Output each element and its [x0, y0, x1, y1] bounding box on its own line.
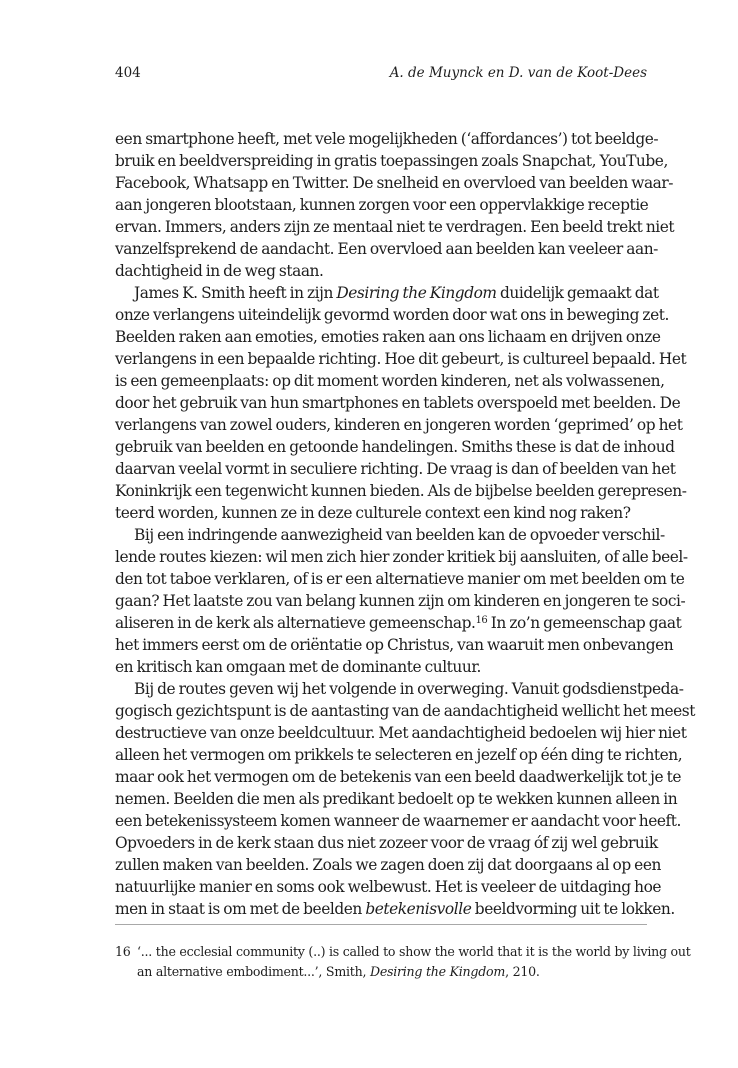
- text-line: aan jongeren blootstaan, kunnen zorgen voor een oppervlakkige receptie: [115, 196, 649, 214]
- text-line: het immers eerst om de oriëntatie op Christus, van waaruit men onbevangen: [115, 636, 674, 654]
- text-line: Bij de routes geven wij het volgende in overweging. Vanuit godsdienstpeda-: [134, 680, 684, 698]
- text-line: een betekenissysteem komen wanneer de waarnemer er aandacht voor heeft.: [115, 812, 681, 830]
- text-line: is een gemeenplaats: op dit moment worden kinderen, net als volwassenen,: [115, 372, 665, 390]
- running-head: A. de Muynck en D. van de Koot-Dees: [389, 65, 647, 81]
- text-line: Facebook, Whatsapp en Twitter. De snelheid en overvloed van beelden waar-: [115, 174, 674, 192]
- text-line: natuurlijke manier en soms ook welbewust. Het is veeleer de uitdaging hoe: [115, 878, 662, 896]
- footnote-number: 16: [115, 944, 131, 959]
- text-line: dachtigheid in de weg staan.: [115, 262, 324, 280]
- text-line: Opvoeders in de kerk staan dus niet zozeer voor de vraag óf zij wel gebruik: [115, 834, 658, 852]
- book-title: Desiring the Kingdom: [369, 964, 506, 979]
- text-line: destructieve van onze beeldcultuur. Met aandachtigheid bedoelen wij hier niet: [115, 724, 687, 742]
- text-line: bruik en beeldverspreiding in gratis toepassingen zoals Snapchat, YouTube,: [115, 152, 668, 170]
- text-line: alleen het vermogen om prikkels te selecteren en jezelf op één ding te richten,: [115, 746, 683, 764]
- footnote-line: [115, 942, 691, 962]
- text-line: aliseren in de kerk als alternatieve gemeenschap.$^{16}$ In zo’n gemeenschap gaat: [115, 614, 682, 632]
- running-header: [115, 62, 647, 84]
- text-line: nemen. Beelden die men als predikant bedoelt op te wekken kunnen alleen in: [115, 790, 678, 808]
- text-line: teerd worden, kunnen ze in deze culturele context een kind nog raken?: [115, 504, 631, 522]
- text-line: zullen maken van beelden. Zoals we zagen doen zij dat doorgaans al op een: [115, 856, 661, 874]
- footnote-line: [115, 962, 647, 982]
- text-line: gogisch gezichtspunt is de aantasting van de aandachtigheid wellicht het meest: [115, 702, 695, 720]
- text-line: verlangens in een bepaalde richting. Hoe dit gebeurt, is cultureel bepaald. Het: [115, 350, 687, 368]
- text-line: een smartphone heeft, met vele mogelijkheden (‘affordances’) tot beeldge-: [115, 130, 659, 148]
- footnote-reference[interactable]: 16: [475, 615, 488, 626]
- text-line: door het gebruik van hun smartphones en tablets overspoeld met beelden. De: [115, 394, 681, 412]
- text-line: maar ook het vermogen om de betekenis van een beeld daadwerkelijk tot je te: [115, 768, 681, 786]
- text-line: en kritisch kan omgaan met de dominante cultuur.: [115, 658, 481, 676]
- text-line: verlangens van zowel ouders, kinderen en jongeren worden ‘geprimed’ op het: [115, 416, 683, 434]
- emphasis: betekenisvolle: [365, 900, 472, 918]
- text-line: lende routes kiezen: wil men zich hier zonder kritiek bij aansluiten, of alle beel-: [115, 548, 688, 566]
- book-title: Desiring the Kingdom: [336, 284, 497, 302]
- footnote-text: ‘... the ecclesial community (..) is called to show the world that it is the world by living out: [137, 944, 691, 959]
- text-line: den tot taboe verklaren, of is er een alternatieve manier om met beelden om te: [115, 570, 685, 588]
- page-number: 404: [115, 65, 141, 81]
- text-line: Bij een indringende aanwezigheid van beelden kan de opvoeder verschil-: [134, 526, 665, 544]
- text-line: James K. Smith heeft in zijn Desiring the Kingdom duidelijk gemaakt dat: [134, 284, 659, 302]
- text-line: daarvan veelal vormt in seculiere richting. De vraag is dan of beelden van het: [115, 460, 676, 478]
- text-line: vanzelfsprekend de aandacht. Een overvloed aan beelden kan veeleer aan-: [115, 240, 658, 258]
- text-line: gaan? Het laatste zou van belang kunnen zijn om kinderen en jongeren te soci-: [115, 592, 686, 610]
- text-line: gebruik van beelden en getoonde handelingen. Smiths these is dat de inhoud: [115, 438, 675, 456]
- text-line: Beelden raken aan emoties, emoties raken aan ons lichaam en drijven onze: [115, 328, 661, 346]
- footnote-text: an alternative embodiment...’, Smith, Desiring the Kingdom, 210.: [137, 964, 540, 979]
- footnote-divider: [115, 924, 647, 925]
- text-line: men in staat is om met de beelden betekenisvolle beeldvorming uit te lokken.: [115, 900, 675, 918]
- text-line: ervan. Immers, anders zijn ze mentaal niet te verdragen. Een beeld trekt niet: [115, 218, 675, 236]
- text-line: Koninkrijk een tegenwicht kunnen bieden. Als de bijbelse beelden gerepresen-: [115, 482, 687, 500]
- text-line: onze verlangens uiteindelijk gevormd worden door wat ons in beweging zet.: [115, 306, 669, 324]
